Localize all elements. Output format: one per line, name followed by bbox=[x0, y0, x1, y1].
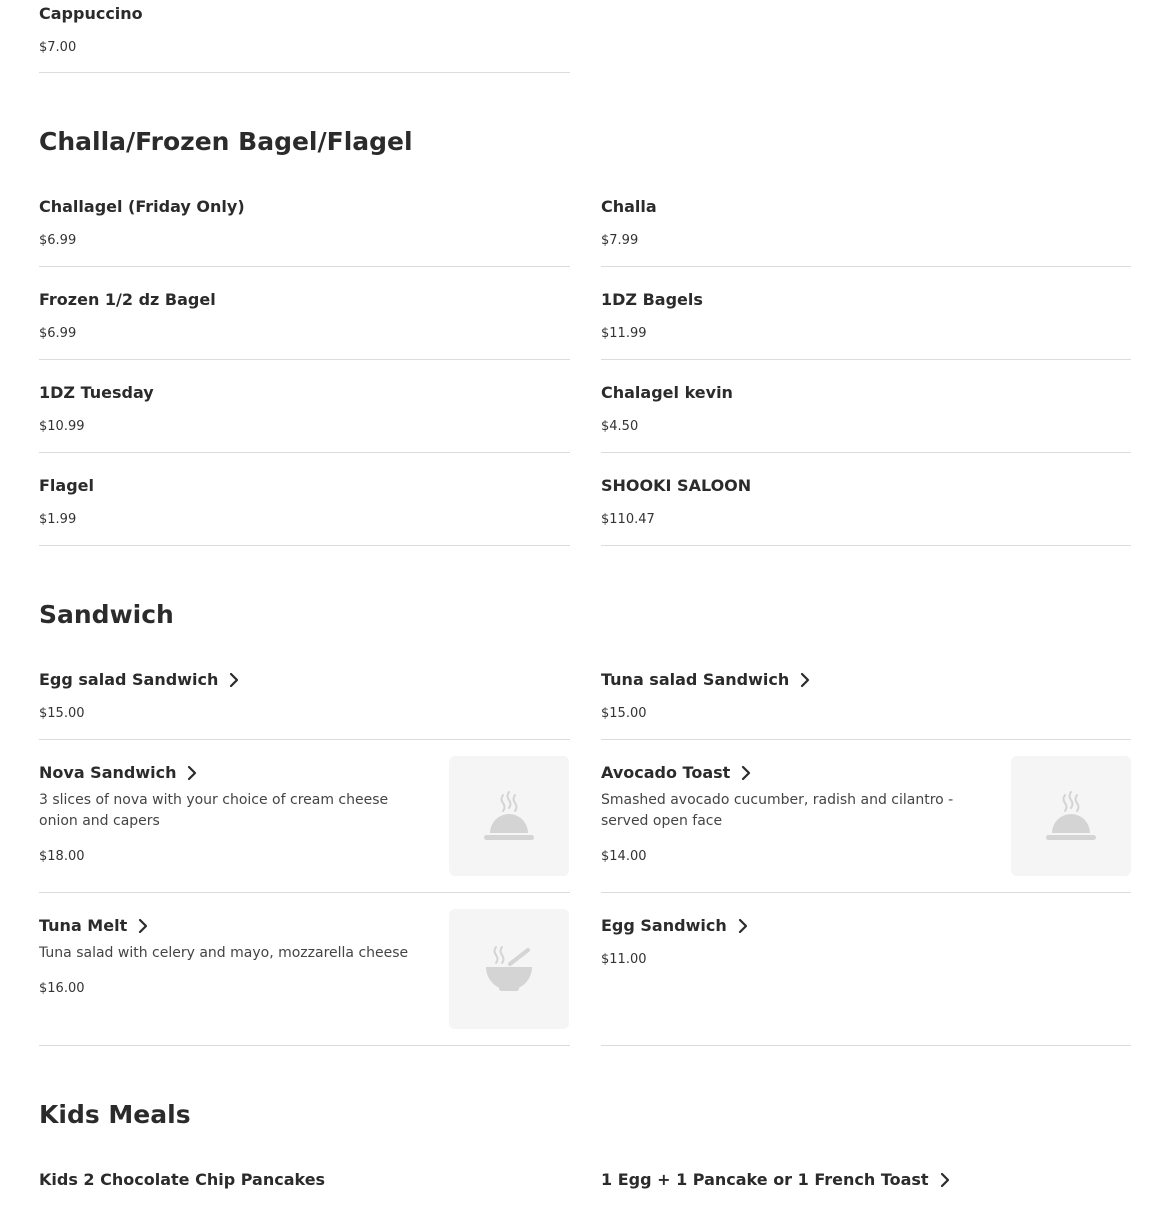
chevron-right-icon bbox=[797, 672, 813, 688]
item-name: Chalagel kevin bbox=[601, 383, 733, 402]
divider bbox=[601, 266, 1131, 267]
divider bbox=[39, 892, 570, 893]
item-name: Tuna Melt bbox=[39, 916, 128, 935]
item-name: Egg Sandwich bbox=[601, 916, 727, 935]
menu-item[interactable] bbox=[601, 763, 754, 783]
divider bbox=[601, 452, 1131, 453]
item-price: $15.00 bbox=[39, 706, 85, 721]
item-name: Challagel (Friday Only) bbox=[39, 197, 245, 216]
covered-dish-icon bbox=[482, 789, 536, 843]
section-title-kids-meals: Kids Meals bbox=[39, 1100, 191, 1129]
item-image[interactable] bbox=[1011, 756, 1131, 876]
menu-item[interactable] bbox=[601, 916, 751, 936]
menu-item[interactable] bbox=[601, 1170, 953, 1190]
divider bbox=[39, 452, 570, 453]
item-price: $10.99 bbox=[39, 419, 85, 434]
divider bbox=[39, 1045, 570, 1046]
menu-item[interactable] bbox=[39, 290, 216, 310]
item-image[interactable] bbox=[449, 756, 569, 876]
item-name: Tuna salad Sandwich bbox=[601, 670, 790, 689]
divider bbox=[601, 1045, 1131, 1046]
menu-item[interactable] bbox=[39, 197, 245, 217]
item-price: $110.47 bbox=[601, 512, 655, 527]
item-price: $6.99 bbox=[39, 326, 77, 341]
chevron-right-icon bbox=[226, 672, 242, 688]
menu-item[interactable] bbox=[39, 1170, 325, 1190]
menu-item-cappuccino[interactable] bbox=[39, 4, 143, 24]
section-title-sandwich: Sandwich bbox=[39, 600, 174, 629]
item-price: $11.99 bbox=[601, 326, 647, 341]
item-name: SHOOKI SALOON bbox=[601, 476, 752, 495]
divider bbox=[39, 266, 570, 267]
divider bbox=[601, 545, 1131, 546]
item-name: Avocado Toast bbox=[601, 763, 731, 782]
item-price: $11.00 bbox=[601, 952, 647, 967]
menu-item[interactable] bbox=[601, 670, 813, 690]
section-title-challa: Challa/Frozen Bagel/Flagel bbox=[39, 127, 413, 156]
item-name: Kids 2 Chocolate Chip Pancakes bbox=[39, 1170, 326, 1189]
item-description: Smashed avocado cucumber, radish and cilantro - served open face bbox=[601, 792, 954, 829]
divider bbox=[39, 545, 570, 546]
chevron-right-icon bbox=[738, 765, 754, 781]
menu-item[interactable] bbox=[39, 476, 94, 496]
menu-item[interactable] bbox=[39, 916, 151, 936]
item-name: Cappuccino bbox=[39, 4, 143, 23]
menu-item[interactable] bbox=[601, 197, 657, 217]
chevron-right-icon bbox=[735, 918, 751, 934]
soup-bowl-icon bbox=[482, 942, 536, 996]
menu-item[interactable] bbox=[39, 763, 200, 783]
chevron-right-icon bbox=[937, 1172, 953, 1188]
item-price: $16.00 bbox=[39, 981, 85, 996]
chevron-right-icon bbox=[135, 918, 151, 934]
item-price: $14.00 bbox=[601, 849, 647, 864]
menu-item[interactable] bbox=[601, 290, 703, 310]
item-image[interactable] bbox=[449, 909, 569, 1029]
menu-item[interactable] bbox=[39, 383, 154, 403]
item-name: Challa bbox=[601, 197, 657, 216]
item-name: Frozen 1/2 dz Bagel bbox=[39, 290, 216, 309]
item-description: 3 slices of nova with your choice of cream cheese onion and capers bbox=[39, 792, 389, 829]
menu-item[interactable] bbox=[601, 476, 751, 496]
item-description: Tuna salad with celery and mayo, mozzarella cheese bbox=[39, 945, 409, 961]
item-price: $7.99 bbox=[601, 233, 639, 248]
item-name: 1 Egg + 1 Pancake or 1 French Toast bbox=[601, 1170, 929, 1189]
menu-item[interactable] bbox=[601, 383, 733, 403]
divider bbox=[601, 892, 1131, 893]
item-price: $1.99 bbox=[39, 512, 77, 527]
item-price: $18.00 bbox=[39, 849, 85, 864]
divider bbox=[601, 739, 1131, 740]
item-price: $15.00 bbox=[601, 706, 647, 721]
divider bbox=[39, 72, 570, 73]
item-price: $4.50 bbox=[601, 419, 639, 434]
item-name: 1DZ Bagels bbox=[601, 290, 703, 309]
covered-dish-icon bbox=[1044, 789, 1098, 843]
item-name: Nova Sandwich bbox=[39, 763, 177, 782]
item-name: 1DZ Tuesday bbox=[39, 383, 154, 402]
item-name: Flagel bbox=[39, 476, 94, 495]
divider bbox=[601, 359, 1131, 360]
menu-item[interactable] bbox=[39, 670, 242, 690]
item-price: $7.00 bbox=[39, 40, 77, 55]
divider bbox=[39, 739, 570, 740]
chevron-right-icon bbox=[184, 765, 200, 781]
divider bbox=[39, 359, 570, 360]
item-price: $6.99 bbox=[39, 233, 77, 248]
item-name: Egg salad Sandwich bbox=[39, 670, 219, 689]
